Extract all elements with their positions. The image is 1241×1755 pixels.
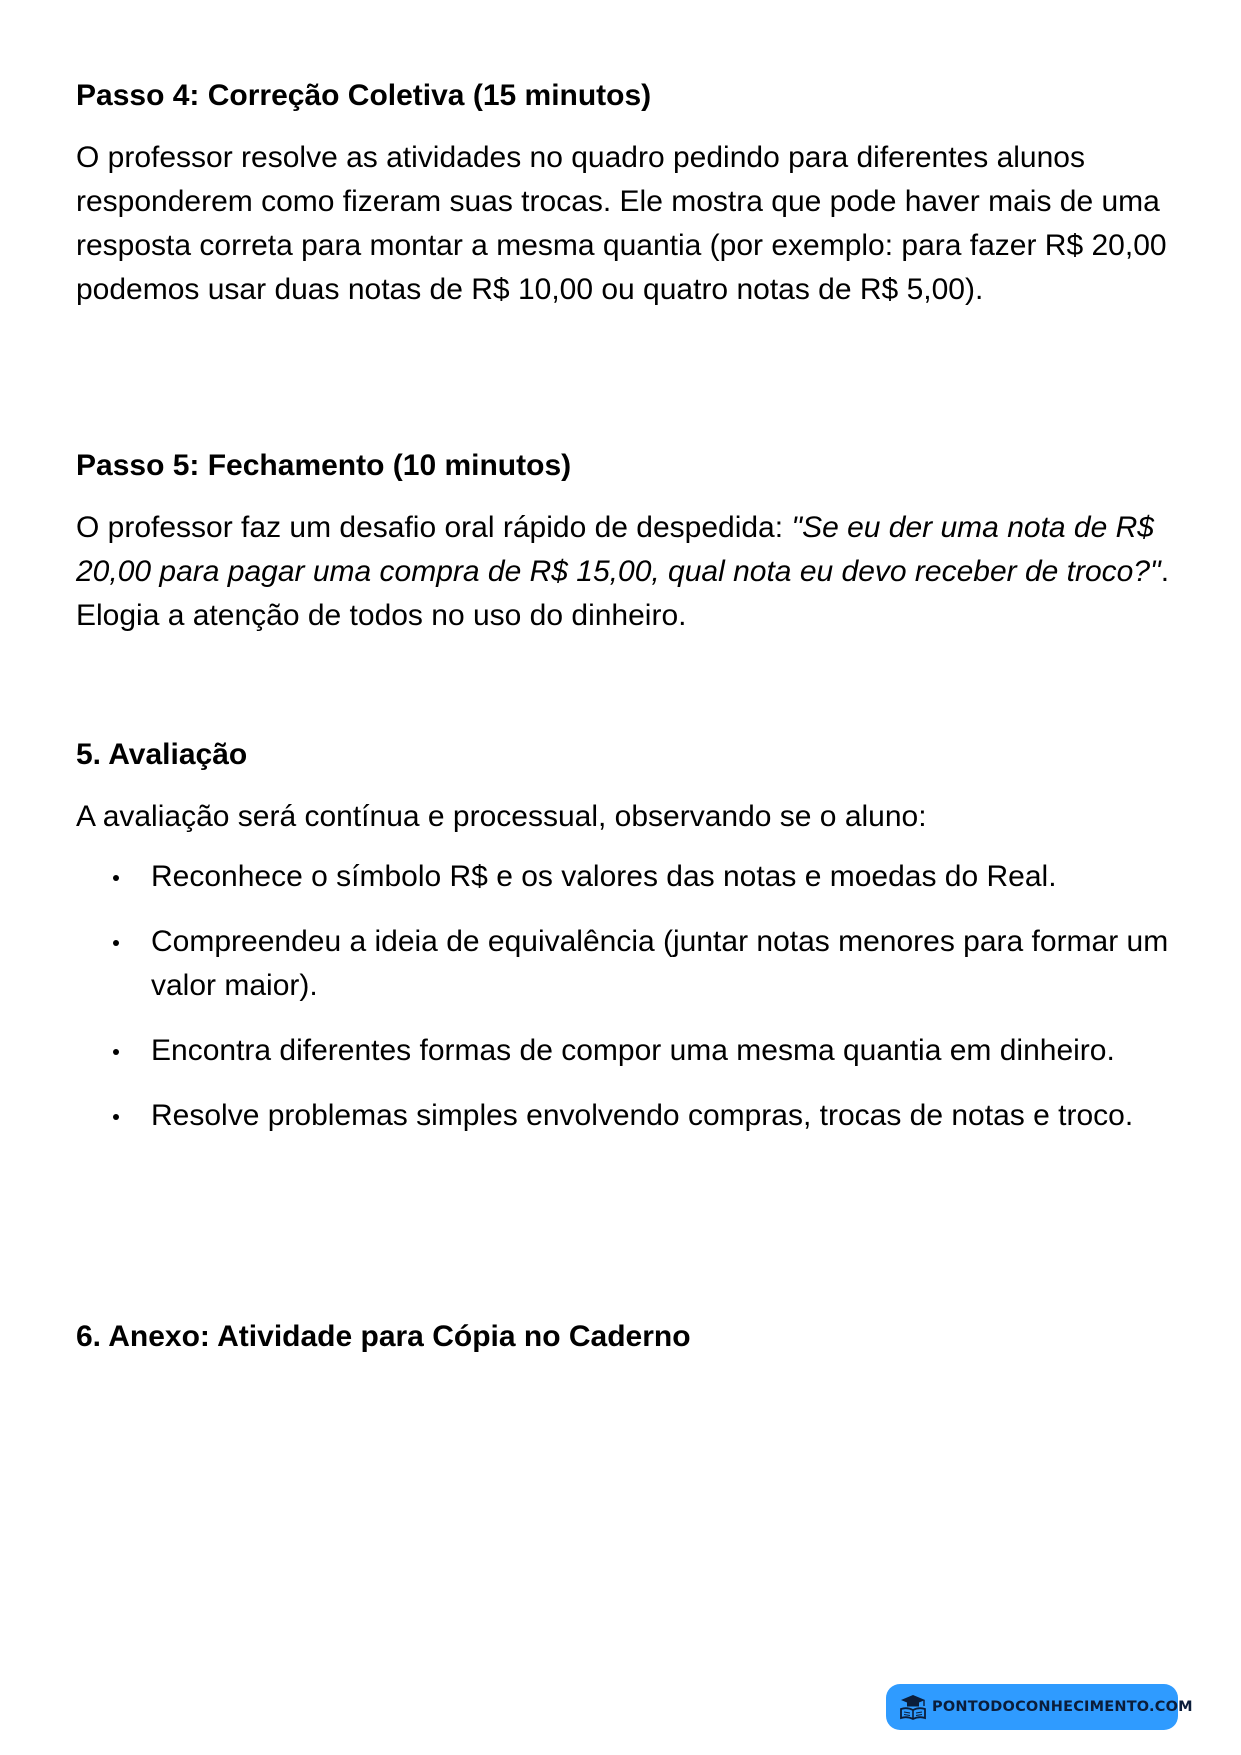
anexo-heading: 6. Anexo: Atividade para Cópia no Caderno bbox=[76, 1320, 691, 1353]
avaliacao-list bbox=[76, 855, 1171, 1159]
bullet-icon bbox=[113, 940, 119, 946]
list-item-text: Resolve problemas simples envolvendo compras, trocas de notas e troco. bbox=[151, 1099, 1134, 1132]
bullet-icon bbox=[113, 875, 119, 881]
list-item bbox=[76, 855, 1171, 899]
list-item-text: Encontra diferentes formas de compor uma mesma quantia em dinheiro. bbox=[151, 1034, 1115, 1067]
graduation-cap-book-icon bbox=[898, 1692, 928, 1722]
avaliacao-heading: 5. Avaliação bbox=[76, 738, 248, 771]
site-url: PONTODOCONHECIMENTO.COM bbox=[932, 1699, 1193, 1715]
passo5-heading: Passo 5: Fechamento (10 minutos) bbox=[76, 449, 572, 482]
passo5-body-outro: . Elogia a atenção de todos no uso do dinheiro. bbox=[76, 555, 1170, 632]
passo5-body-intro: O professor faz um desafio oral rápido de despedida: bbox=[76, 511, 792, 544]
list-item-text: Compreendeu a ideia de equivalência (juntar notas menores para formar um valor maior). bbox=[151, 925, 1169, 1002]
site-badge[interactable] bbox=[886, 1684, 1193, 1730]
list-item-text: Reconhece o símbolo R$ e os valores das notas e moedas do Real. bbox=[151, 860, 1057, 893]
passo5-body bbox=[76, 506, 1171, 638]
bullet-icon bbox=[113, 1049, 119, 1055]
list-item bbox=[76, 1029, 1171, 1073]
passo4-heading: Passo 4: Correção Coletiva (15 minutos) bbox=[76, 79, 652, 112]
bullet-icon bbox=[113, 1114, 119, 1120]
list-item bbox=[76, 1094, 1171, 1138]
passo5-body-quote: "Se eu der uma nota de R$ 20,00 para pagar uma compra de R$ 15,00, qual nota eu devo receber de troco?" bbox=[76, 511, 1161, 588]
list-item bbox=[76, 920, 1171, 1008]
passo4-body: O professor resolve as atividades no quadro pedindo para diferentes alunos responderem como fizeram suas trocas. Ele mostra que pode haver mais de uma resposta correta para montar a mesma quantia (por exemplo: para fazer R$ 20,00 podemos usar duas notas de R$ 10,00 ou quatro notas de R$ 5,00). bbox=[76, 141, 1167, 306]
avaliacao-intro: A avaliação será contínua e processual, observando se o aluno: bbox=[76, 800, 927, 833]
